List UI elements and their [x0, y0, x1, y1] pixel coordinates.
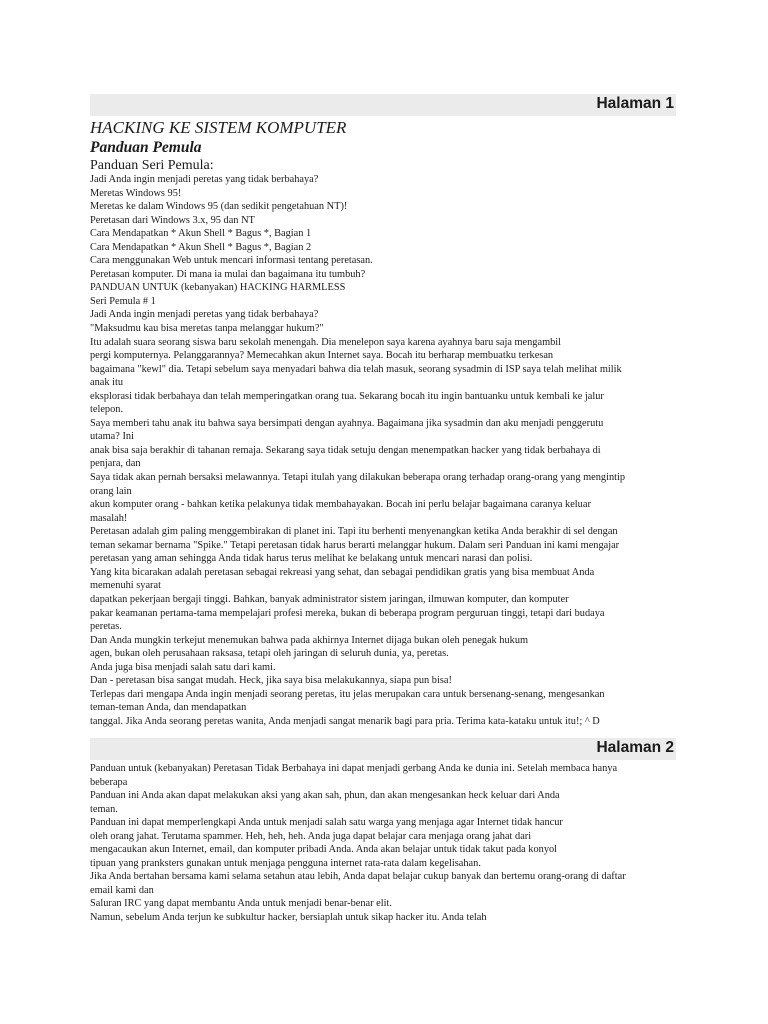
text-line: email kami dan — [90, 884, 154, 896]
text-line: eksplorasi tidak berbahaya dan telah memperingatkan orang tua. Sekarang bocah itu ingin bantuanku untuk kembali ke jalur — [90, 390, 604, 402]
text-line: tipuan yang pranksters gunakan untuk menjaga pengguna internet rata-rata dalam kegelisahan. — [90, 857, 481, 869]
text-line: beberapa — [90, 776, 128, 788]
text-line: pergi komputernya. Pelanggarannya? Memecahkan akun Internet saya. Bocah itu berharap membuatku terkesan — [90, 350, 554, 362]
text-line: Jadi Anda ingin menjadi peretas yang tidak berbahaya? — [90, 174, 319, 185]
text-line: Jadi Anda ingin menjadi peretas yang tidak berbahaya? — [90, 309, 319, 321]
text-line: Anda juga bisa menjadi salah satu dari kami. — [90, 661, 276, 673]
text-line: peretasan yang aman sehingga Anda tidak harus terus melihat ke belakang untuk mencari narasi dan polisi. — [90, 553, 533, 565]
page-1-label: Halaman 1 — [596, 95, 674, 112]
text-line: Cara Mendapatkan * Akun Shell * Bagus *, Bagian 2 — [90, 241, 312, 253]
text-line: Jika Anda bertahan bersama kami selama setahun atau lebih, Anda dapat belajar cukup banyak dan bertemu orang-orang di daftar — [90, 871, 626, 883]
text-line: masalah! — [90, 512, 128, 524]
page-1-header — [90, 94, 676, 116]
text-line: Seri Pemula # 1 — [90, 295, 156, 307]
page-2-header — [90, 738, 676, 760]
document-title: HACKING KE SISTEM KOMPUTER — [90, 118, 347, 137]
text-line: penjara, dan — [90, 458, 141, 470]
text-line: bagaimana "kewl" dia. Tetapi sebelum saya menyadari bahwa dia telah masuk, seorang sysadmin di ISP saya telah melihat milik — [90, 363, 622, 375]
text-line: Saya tidak akan pernah bersaksi melawannya. Tetapi itulah yang dilakukan beberapa orang terhadap orang-orang yang mengintip — [90, 472, 626, 484]
text-line: Itu adalah suara seorang siswa baru sekolah menengah. Dia menelepon saya karena ayahnya baru saja mengambil — [90, 336, 562, 348]
text-line: Peretasan komputer. Di mana ia mulai dan bagaimana itu tumbuh? — [90, 268, 366, 280]
text-line: teman sekamar bernama "Spike." Tetapi peretasan tidak harus berarti melanggar hukum. Dalam seri Panduan ini kami mengajar — [90, 539, 620, 551]
text-line: Panduan untuk (kebanyakan) Peretasan Tidak Berbahaya ini dapat menjadi gerbang Anda ke dunia ini. Setelah membaca hanya — [90, 763, 618, 774]
text-line: agen, bukan oleh perusahaan raksasa, tetapi oleh jaringan di seluruh dunia, ya, peretas. — [90, 648, 449, 660]
text-line: Terlepas dari mengapa Anda ingin menjadi seorang peretas, itu jelas merupakan cara untuk bersenang-senang, mengesankan — [90, 688, 605, 700]
text-line: oleh orang jahat. Terutama spammer. Heh, heh, heh. Anda juga dapat belajar cara menjaga orang jahat dari — [90, 830, 532, 842]
text-line: memenuhi syarat — [90, 580, 161, 592]
text-line: Dan - peretasan bisa sangat mudah. Heck, jika saya bisa melakukannya, siapa pun bisa! — [90, 675, 452, 687]
text-line: utama? Ini — [90, 431, 134, 443]
text-line: Cara Mendapatkan * Akun Shell * Bagus *, Bagian 1 — [90, 228, 312, 240]
page-2-body — [90, 762, 682, 925]
text-line: teman. — [90, 803, 118, 815]
text-line: anak itu — [90, 377, 124, 389]
text-line: Saya memberi tahu anak itu bahwa saya bersimpati dengan ayahnya. Bagaimana jika sysadmin dan aku menjadi penggerutu — [90, 417, 604, 429]
text-line: tanggal. Jika Anda seorang peretas wanita, Anda menjadi sangat menarik bagi para pria. Terima kata-kataku untuk itu!; ^ D — [90, 715, 600, 727]
text-line: teman-teman Anda, dan mendapatkan — [90, 702, 247, 714]
text-line: Saluran IRC yang dapat membantu Anda untuk menjadi benar-benar elit. — [90, 898, 392, 910]
text-line: "Maksudmu kau bisa meretas tanpa melanggar hukum?" — [90, 323, 324, 335]
text-line: pakar keamanan pertama-tama mempelajari profesi mereka, bukan di beberapa program perguruan tinggi, tetapi dari budaya — [90, 607, 605, 619]
title-block — [90, 117, 680, 175]
text-line: Cara menggunakan Web untuk mencari informasi tentang peretasan. — [90, 255, 373, 267]
page-2-label: Halaman 2 — [596, 739, 674, 756]
text-line: Peretasan dari Windows 3.x, 95 dan NT — [90, 214, 255, 226]
series-title: Panduan Seri Pemula: — [90, 158, 214, 173]
text-line: peretas. — [90, 621, 122, 633]
text-line: PANDUAN UNTUK (kebanyakan) HACKING HARMLESS — [90, 282, 346, 294]
text-line: Meretas Windows 95! — [90, 187, 182, 199]
text-line: Panduan ini Anda akan dapat melakukan aksi yang akan sah, phun, dan akan mengesankan heck keluar dari Anda — [90, 790, 560, 802]
text-line: Namun, sebelum Anda terjun ke subkultur hacker, bersiaplah untuk sikap hacker itu. Anda telah — [90, 912, 487, 924]
text-line: dapatkan pekerjaan bergaji tinggi. Bahkan, banyak administrator sistem jaringan, ilmuwan komputer, dan komputer — [90, 593, 569, 605]
text-line: akun komputer orang - bahkan ketika pelakunya tidak membahayakan. Bocah ini perlu belajar bagaimana caranya keluar — [90, 499, 591, 511]
text-line: Meretas ke dalam Windows 95 (dan sedikit pengetahuan NT)! — [90, 201, 348, 213]
text-line: orang lain — [90, 485, 132, 497]
page-1-body — [90, 173, 682, 728]
document-subtitle: Panduan Pemula — [90, 139, 202, 156]
text-line: telepon. — [90, 404, 124, 416]
text-line: Dan Anda mungkin terkejut menemukan bahwa pada akhirnya Internet dijaga bukan oleh penegak hukum — [90, 634, 529, 646]
text-line: anak bisa saja berakhir di tahanan remaja. Sekarang saya tidak setuju dengan menempatkan hacker yang tidak berbahaya di — [90, 444, 601, 456]
text-line: Peretasan adalah gim paling menggembirakan di planet ini. Tapi itu berhenti menyenangkan ketika Anda berakhir di sel dengan — [90, 526, 618, 538]
text-line: Panduan ini dapat memperlengkapi Anda untuk menjadi salah satu warga yang menjaga agar Internet tidak hancur — [90, 817, 563, 829]
text-line: mengacaukan akun Internet, email, dan komputer pribadi Anda. Anda akan belajar untuk tidak takut pada konyol — [90, 844, 558, 856]
text-line: Yang kita bicarakan adalah peretasan sebagai rekreasi yang sehat, dan sebagai pendidikan gratis yang bisa membuat Anda — [90, 566, 595, 578]
